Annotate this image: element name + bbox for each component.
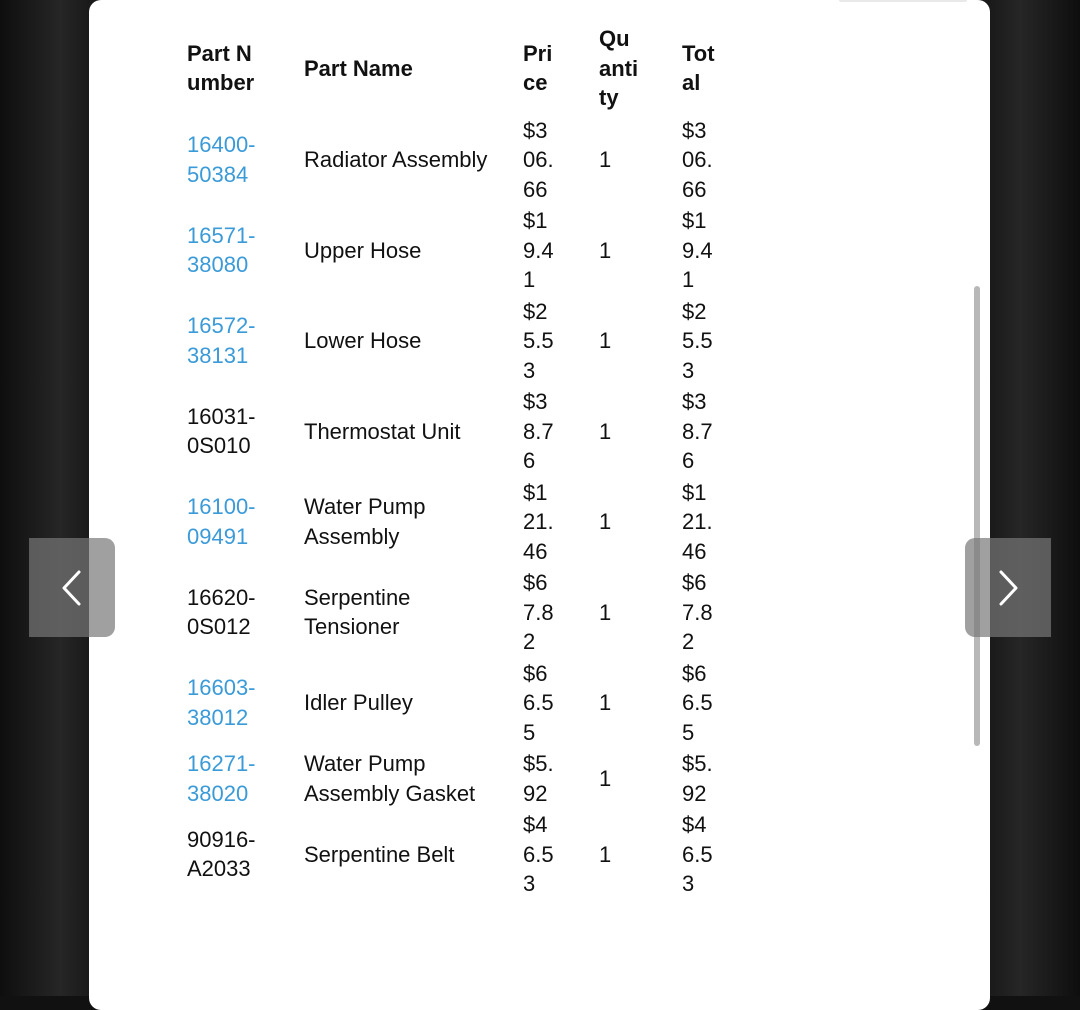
cell-part-number	[187, 296, 304, 387]
cell-quantity: 1	[599, 690, 612, 715]
cell-part-number	[187, 115, 304, 206]
header-part-number: Part Number	[187, 40, 255, 96]
table-row	[187, 658, 716, 749]
cell-part-number	[187, 748, 304, 809]
table-row	[187, 205, 716, 296]
parts-table	[187, 24, 716, 900]
top-handle	[839, 0, 967, 2]
header-price: Price	[523, 40, 553, 96]
part-number-link[interactable]: 16100-09491	[187, 494, 256, 549]
cell-total: $38.76	[682, 389, 713, 473]
part-number-link[interactable]: 16603-38012	[187, 675, 256, 730]
cell-quantity: 1	[599, 237, 612, 263]
cell-part-name: Idler Pulley	[304, 690, 413, 715]
cell-total: $19.41	[682, 208, 713, 292]
chevron-right-icon	[995, 568, 1021, 608]
cell-total: $66.55	[682, 660, 713, 745]
cell-total: $67.82	[682, 570, 713, 654]
cell-part-name: Lower Hose	[304, 328, 422, 353]
part-number-link[interactable]: 16572-38131	[187, 313, 256, 368]
cell-price: $67.82	[523, 570, 554, 654]
cell-price: $38.76	[523, 389, 554, 473]
scrollbar[interactable]	[974, 286, 980, 746]
cell-quantity: 1	[599, 328, 612, 353]
cell-quantity: 1	[599, 509, 612, 534]
cell-price: $66.55	[523, 660, 554, 745]
cell-price: $46.53	[523, 812, 554, 896]
cell-part-number	[187, 567, 304, 658]
table-row	[187, 567, 716, 658]
parts-list-modal	[89, 0, 990, 1010]
header-total: Total	[682, 40, 715, 96]
cell-quantity: 1	[599, 147, 612, 172]
cell-price: $25.53	[523, 298, 554, 383]
cell-price: $121.46	[523, 479, 554, 564]
previous-button[interactable]	[29, 538, 115, 637]
next-button[interactable]	[965, 538, 1051, 637]
cell-quantity: 1	[599, 418, 612, 444]
table-row	[187, 809, 716, 900]
cell-price: $5.92	[523, 751, 554, 806]
cell-part-name: Serpentine Tensioner	[304, 584, 411, 640]
cell-part-name: Thermostat Unit	[304, 418, 461, 444]
cell-part-number	[187, 205, 304, 296]
cell-part-name: Water Pump Assembly	[304, 494, 426, 549]
table-row	[187, 748, 716, 809]
cell-part-number	[187, 386, 304, 477]
table-row	[187, 386, 716, 477]
cell-total: $5.92	[682, 751, 713, 806]
part-number-link[interactable]: 16271-38020	[187, 751, 256, 806]
cell-price: $19.41	[523, 208, 554, 292]
cell-quantity: 1	[599, 841, 612, 867]
chevron-left-icon	[59, 568, 85, 608]
table-row	[187, 477, 716, 568]
table-row	[187, 115, 716, 206]
part-number-text: 90916-A2033	[187, 826, 256, 882]
table-header-row	[187, 24, 716, 115]
cell-total: $306.66	[682, 117, 713, 202]
cell-part-name: Radiator Assembly	[304, 147, 488, 172]
part-number-text: 16031-0S010	[187, 403, 256, 459]
cell-total: $46.53	[682, 812, 713, 896]
cell-quantity: 1	[599, 765, 612, 791]
part-number-link[interactable]: 16400-50384	[187, 132, 256, 187]
header-part-name: Part Name	[304, 55, 413, 81]
cell-part-number	[187, 658, 304, 749]
cell-part-number	[187, 477, 304, 568]
part-number-text: 16620-0S012	[187, 584, 256, 640]
cell-price: $306.66	[523, 117, 554, 202]
part-number-link[interactable]: 16571-38080	[187, 222, 256, 278]
cell-total: $25.53	[682, 298, 713, 383]
cell-total: $121.46	[682, 479, 713, 564]
cell-part-name: Water Pump Assembly Gasket	[304, 751, 476, 806]
cell-part-name: Serpentine Belt	[304, 841, 455, 867]
table-row	[187, 296, 716, 387]
header-quantity: Quantity	[599, 26, 639, 110]
cell-part-name: Upper Hose	[304, 237, 422, 263]
cell-quantity: 1	[599, 599, 612, 625]
cell-part-number	[187, 809, 304, 900]
